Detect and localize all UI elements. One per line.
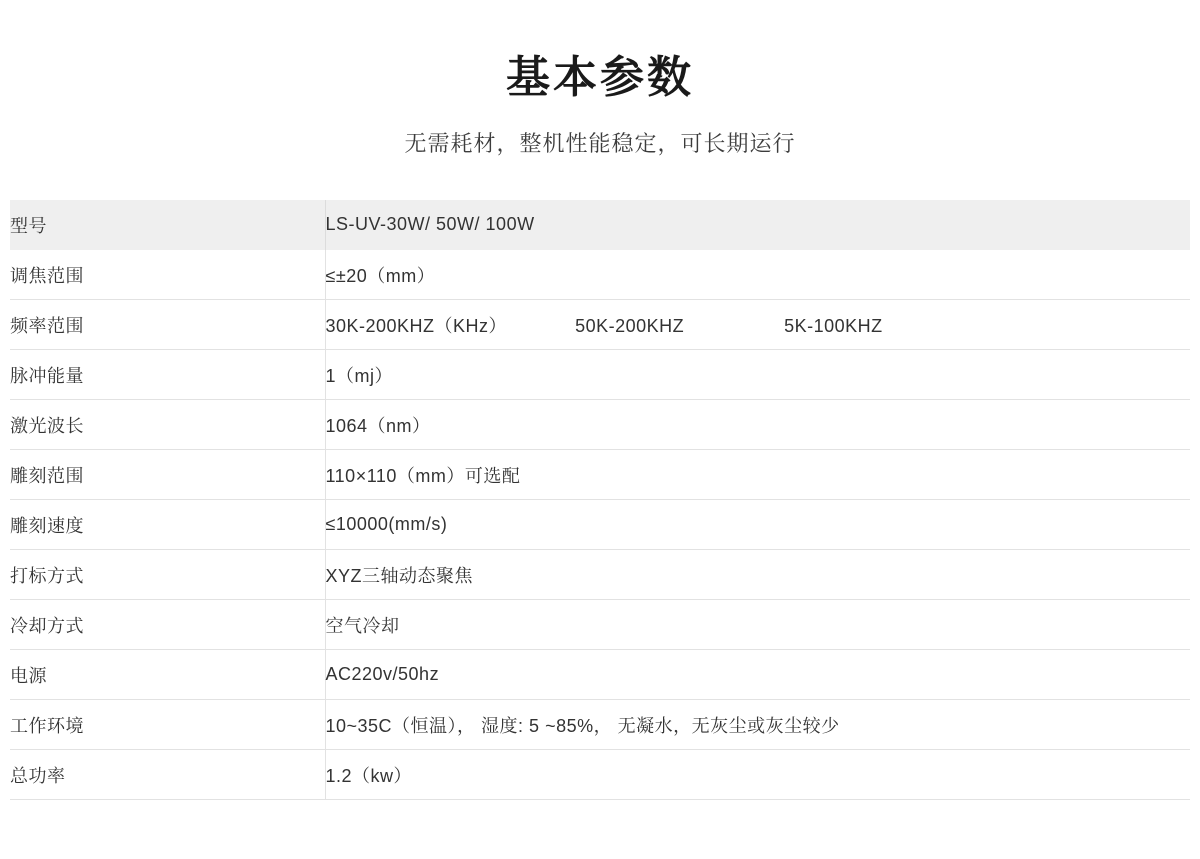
spec-value-primary: LS-UV-30W/ 50W/ 100W xyxy=(325,214,535,235)
spec-value-cell xyxy=(325,400,1190,450)
table-row xyxy=(10,550,1190,600)
spec-label-cell: 工作环境 xyxy=(10,700,325,750)
table-row xyxy=(10,300,1190,350)
spec-label-cell: 雕刻范围 xyxy=(10,450,325,500)
spec-label-cell: 型号 xyxy=(10,200,325,250)
spec-label-cell: 总功率 xyxy=(10,750,325,800)
spec-label-cell: 电源 xyxy=(10,650,325,700)
page-subtitle: 无需耗材，整机性能稳定，可长期运行 xyxy=(404,130,796,156)
spec-value-primary: 10~35C（恒温）， 湿度: 5 ~85%， 无凝水，无灰尘或灰尘较少 xyxy=(325,715,840,736)
table-row xyxy=(10,350,1190,400)
specifications-table-body xyxy=(10,200,1190,800)
spec-value-tertiary: 5K-100KHZ xyxy=(784,315,883,336)
spec-label-cell: 打标方式 xyxy=(10,550,325,600)
table-row xyxy=(10,250,1190,300)
spec-label-cell: 频率范围 xyxy=(10,300,325,350)
spec-label-cell: 调焦范围 xyxy=(10,250,325,300)
spec-label-cell: 激光波长 xyxy=(10,400,325,450)
spec-value-primary: 1.2（kw） xyxy=(325,765,413,786)
spec-label-cell: 冷却方式 xyxy=(10,600,325,650)
spec-value-primary: 1（mj） xyxy=(325,365,394,386)
table-row xyxy=(10,400,1190,450)
spec-value-primary: AC220v/50hz xyxy=(325,664,440,685)
spec-value-secondary: 50K-200KHZ xyxy=(575,315,685,336)
spec-value-primary: 空气冷却 xyxy=(325,615,400,636)
spec-value-cell xyxy=(325,200,1190,250)
table-row xyxy=(10,650,1190,700)
spec-value-cell xyxy=(325,500,1190,550)
table-row xyxy=(10,750,1190,800)
spec-value-cell xyxy=(325,750,1190,800)
spec-value-primary: ≤±20（mm） xyxy=(325,265,436,286)
page-header xyxy=(0,0,1200,158)
spec-value-primary: XYZ三轴动态聚焦 xyxy=(325,565,474,586)
table-row xyxy=(10,200,1190,250)
spec-value-cell xyxy=(325,650,1190,700)
spec-value-primary: ≤10000(mm/s) xyxy=(325,514,448,535)
spec-value-primary: 30K-200KHZ（KHz） xyxy=(325,315,508,336)
spec-label-cell: 雕刻速度 xyxy=(10,500,325,550)
page-title: 基本参数 xyxy=(506,53,694,102)
spec-value-primary: 1064（nm） xyxy=(325,415,431,436)
specifications-table xyxy=(10,200,1190,801)
spec-value-cell xyxy=(325,600,1190,650)
spec-label-cell: 脉冲能量 xyxy=(10,350,325,400)
spec-value-cell xyxy=(325,450,1190,500)
spec-value-primary: 110×110（mm）可选配 xyxy=(325,465,521,486)
table-row xyxy=(10,450,1190,500)
spec-value-cell xyxy=(325,550,1190,600)
spec-value-cell xyxy=(325,350,1190,400)
spec-value-cell xyxy=(325,300,1190,350)
table-row xyxy=(10,500,1190,550)
spec-value-cell xyxy=(325,700,1190,750)
spec-value-cell xyxy=(325,250,1190,300)
table-row xyxy=(10,600,1190,650)
table-row xyxy=(10,700,1190,750)
